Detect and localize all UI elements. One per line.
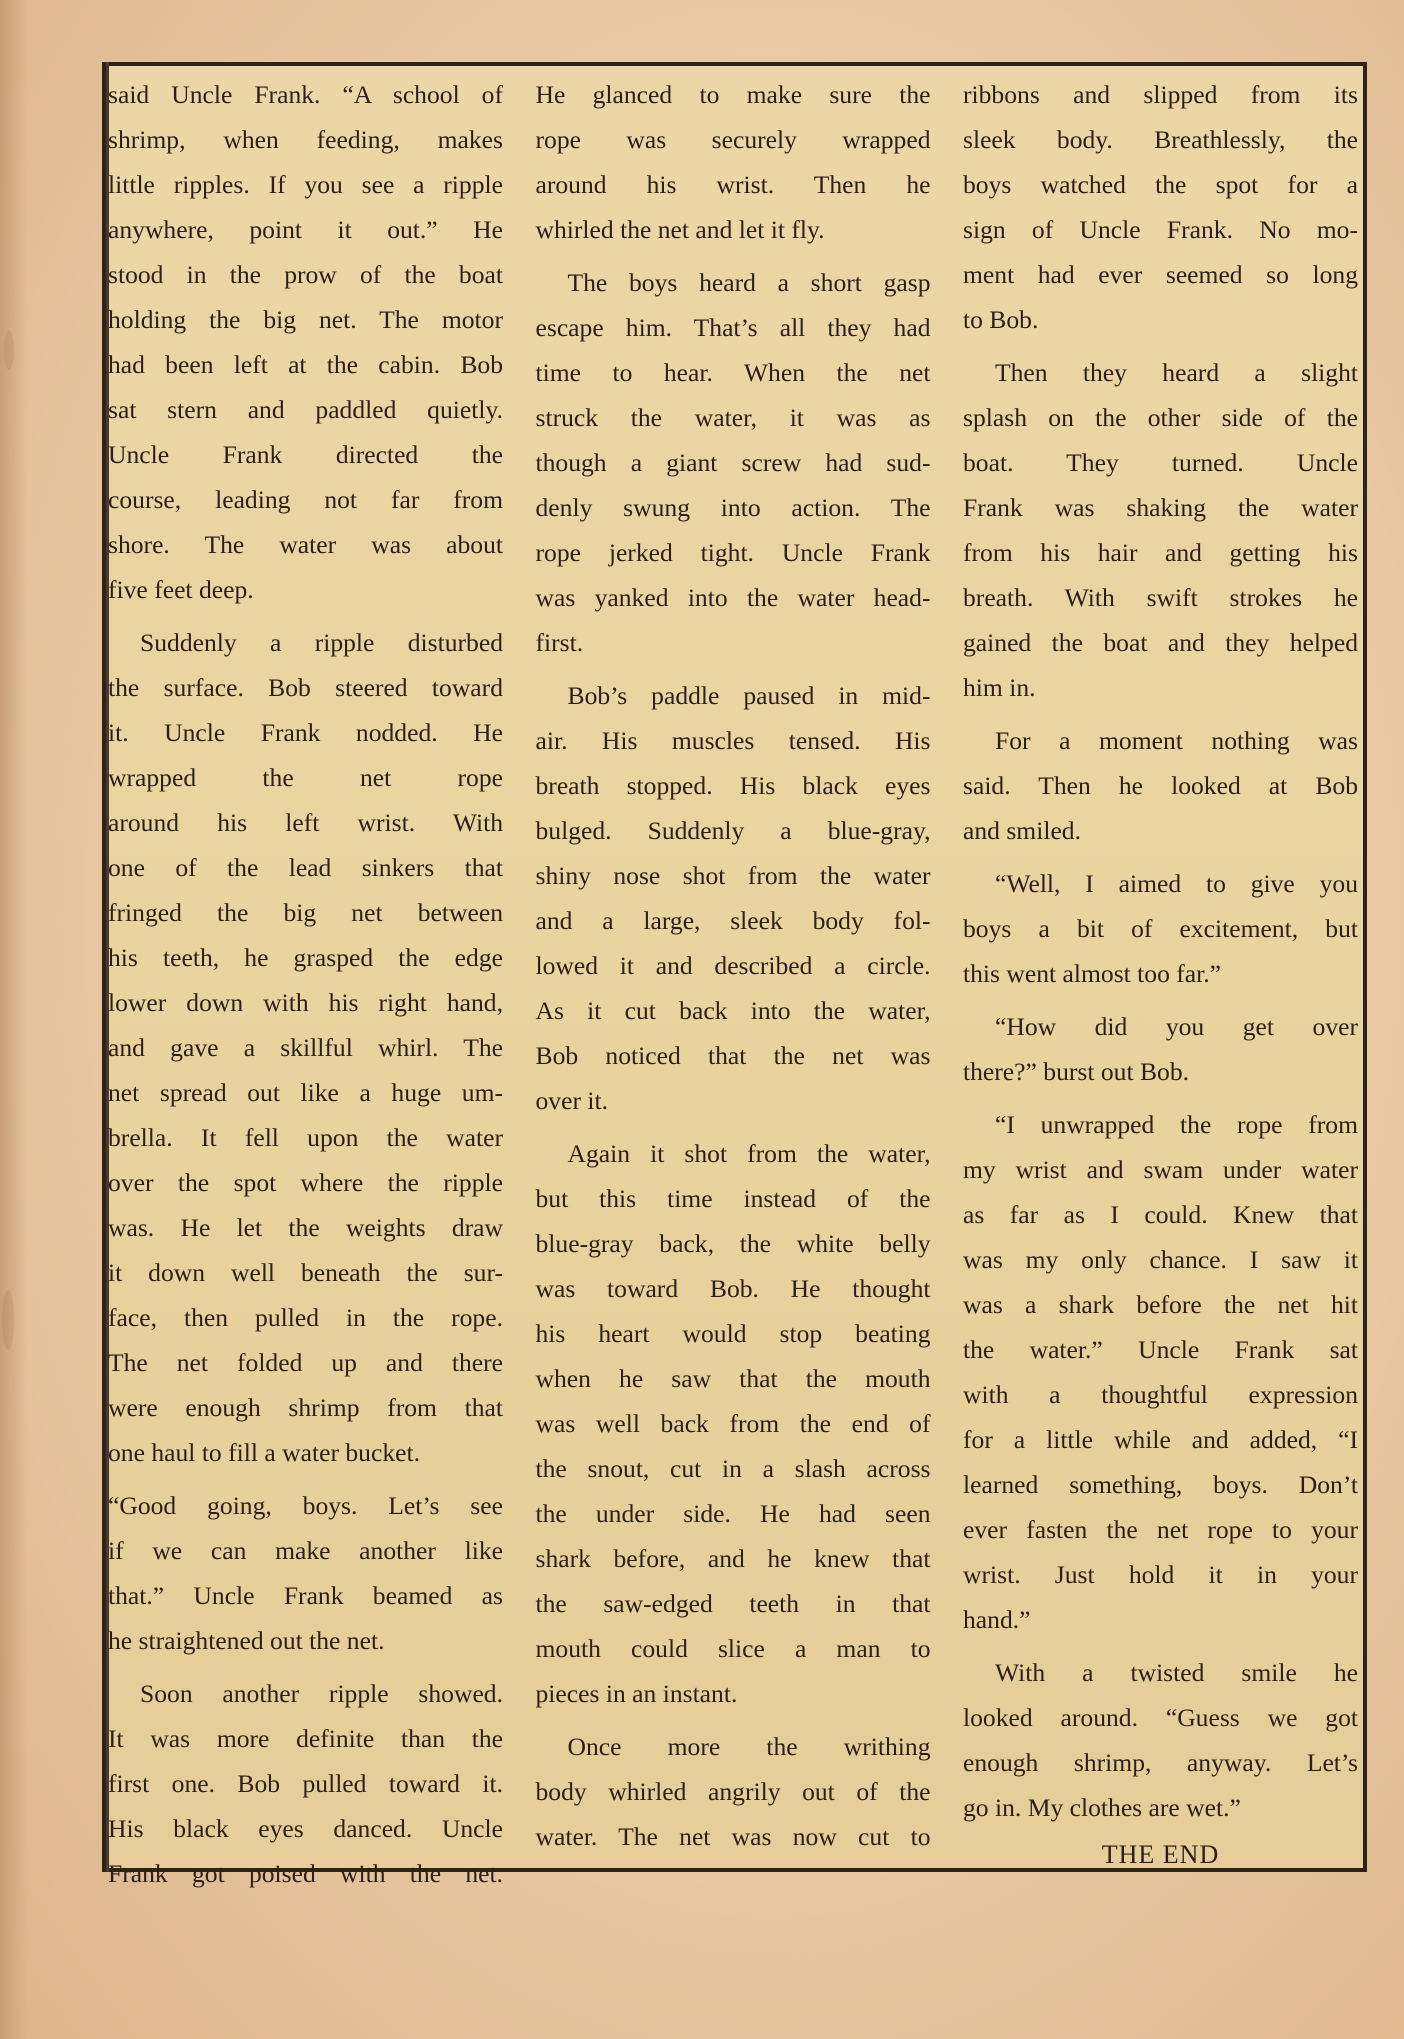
paragraph-gap — [536, 1716, 931, 1724]
paper-stain — [2, 1290, 14, 1350]
text-line: He glanced to make sure the — [535, 80, 931, 109]
text-line: one haul to fill a water bucket. — [108, 1438, 420, 1467]
text-line: sat stern and paddled quietly. — [108, 395, 503, 424]
text-line: denly swung into action. The — [535, 493, 931, 522]
text-line: from his hair and getting his — [963, 538, 1358, 567]
text-line: whirled the net and let it fly. — [535, 215, 825, 244]
text-line: first one. Bob pulled toward it. — [108, 1769, 503, 1798]
paragraph-gap — [963, 1642, 1358, 1650]
text-line: time to hear. When the net — [535, 358, 931, 387]
text-line: Bob noticed that the net was — [535, 1041, 931, 1070]
text-line: holding the big net. The motor — [108, 305, 503, 334]
text-line: around his left wrist. With — [108, 808, 503, 837]
text-line: over it. — [535, 1086, 608, 1115]
text-line: my wrist and swam under water — [963, 1155, 1358, 1184]
text-line: “I unwrapped the rope from — [995, 1110, 1358, 1139]
text-line: wrist. Just hold it in your — [963, 1560, 1358, 1589]
text-line: face, then pulled in the rope. — [108, 1303, 503, 1332]
text-line: go in. My clothes are wet.” — [963, 1793, 1241, 1822]
paragraph-gap — [963, 342, 1358, 350]
text-line: his heart would stop beating — [535, 1319, 931, 1348]
text-line: with a thoughtful expression — [963, 1380, 1358, 1409]
text-line: said Uncle Frank. “A school of — [108, 80, 503, 109]
text-line: and gave a skillful whirl. The — [108, 1033, 503, 1062]
text-line: The net folded up and there — [108, 1348, 503, 1377]
text-line: had been left at the cabin. Bob — [108, 350, 503, 379]
text-line: lowed it and described a circle. — [535, 951, 931, 980]
text-line: rope jerked tight. Uncle Frank — [535, 538, 931, 567]
text-line: one of the lead sinkers that — [108, 853, 503, 882]
text-line: “Good going, boys. Let’s see — [108, 1491, 503, 1520]
text-line: Suddenly a ripple disturbed — [140, 628, 503, 657]
text-line: and smiled. — [963, 816, 1081, 845]
text-line: it down well beneath the sur- — [108, 1258, 503, 1287]
text-line: shark before, and he knew that — [535, 1544, 931, 1573]
text-line: when he saw that the mouth — [535, 1364, 931, 1393]
text-line: gained the boat and they helped — [963, 628, 1358, 657]
text-line: lower down with his right hand, — [108, 988, 503, 1017]
text-line: five feet deep. — [108, 575, 254, 604]
paragraph-gap — [963, 1094, 1358, 1102]
text-line: learned something, boys. Don’t — [963, 1470, 1358, 1499]
paragraph-gap — [963, 853, 1358, 861]
text-line: With a twisted smile he — [995, 1658, 1358, 1687]
text-line: course, leading not far from — [108, 485, 503, 514]
text-line: rope was securely wrapped — [535, 125, 931, 154]
text-line: mouth could slice a man to — [535, 1634, 931, 1663]
text-line: over the spot where the ripple — [108, 1168, 503, 1197]
text-line: looked around. “Guess we got — [963, 1703, 1358, 1732]
text-line: “Well, I aimed to give you — [995, 869, 1358, 898]
text-line: stood in the prow of the boat — [108, 260, 503, 289]
text-line: Frank was shaking the water — [963, 493, 1358, 522]
text-line: shrimp, when feeding, makes — [108, 125, 503, 154]
text-line: Uncle Frank directed the — [108, 440, 503, 469]
text-line: hand.” — [963, 1605, 1031, 1634]
paper-stain — [4, 330, 14, 370]
paragraph-gap — [963, 710, 1358, 718]
text-line: the saw-edged teeth in that — [535, 1589, 931, 1618]
text-line: for a little while and added, “I — [963, 1425, 1358, 1454]
text-line: was well back from the end of — [535, 1409, 931, 1438]
text-line: escape him. That’s all they had — [535, 313, 931, 342]
text-line: blue-gray back, the white belly — [535, 1229, 931, 1258]
text-line: it. Uncle Frank nodded. He — [108, 718, 503, 747]
text-line: struck the water, it was as — [535, 403, 931, 432]
page-spine-shadow — [0, 0, 28, 2039]
text-line: The boys heard a short gasp — [567, 268, 931, 297]
text-line: that.” Uncle Frank beamed as — [108, 1581, 503, 1610]
text-line: brella. It fell upon the water — [108, 1123, 503, 1152]
paragraph-gap — [536, 1123, 931, 1131]
text-line: boys a bit of excitement, but — [963, 914, 1358, 943]
text-line: breath stopped. His black eyes — [535, 771, 931, 800]
paragraph-gap — [536, 665, 931, 673]
text-line: breath. With swift strokes he — [963, 583, 1358, 612]
text-line: him in. — [963, 673, 1036, 702]
text-line: fringed the big net between — [108, 898, 503, 927]
text-line: to Bob. — [963, 305, 1039, 334]
text-line: said. Then he looked at Bob — [963, 771, 1358, 800]
text-line: as far as I could. Knew that — [963, 1200, 1358, 1229]
text-line: was. He let the weights draw — [108, 1213, 503, 1242]
text-line: the under side. He had seen — [535, 1499, 931, 1528]
text-line: Bob’s paddle paused in mid- — [567, 681, 931, 710]
text-line: this went almost too far.” — [963, 959, 1222, 988]
text-line: Frank got poised with the net. — [108, 1859, 503, 1888]
text-line: His black eyes danced. Uncle — [108, 1814, 503, 1843]
text-line: Soon another ripple showed. — [140, 1679, 503, 1708]
text-line: air. His muscles tensed. His — [535, 726, 931, 755]
text-line: were enough shrimp from that — [108, 1393, 503, 1422]
text-line: boat. They turned. Uncle — [963, 448, 1358, 477]
text-line: was my only chance. I saw it — [963, 1245, 1358, 1274]
story-columns — [108, 72, 1360, 1888]
text-line: As it cut back into the water, — [535, 996, 931, 1025]
text-line: there?” burst out Bob. — [963, 1057, 1190, 1086]
text-line: wrapped the net rope — [108, 763, 503, 792]
story-column-3 — [963, 72, 1360, 1869]
text-line: body whirled angrily out of the — [535, 1777, 931, 1806]
text-line: For a moment nothing was — [995, 726, 1358, 755]
text-line: bulged. Suddenly a blue-gray, — [535, 816, 931, 845]
text-line: if we can make another like — [108, 1536, 503, 1565]
text-line: little ripples. If you see a ripple — [108, 170, 503, 199]
text-line: but this time instead of the — [535, 1184, 931, 1213]
text-line: his teeth, he grasped the edge — [108, 943, 503, 972]
paragraph-gap — [108, 1663, 503, 1671]
text-line: boys watched the spot for a — [963, 170, 1358, 199]
text-line: anywhere, point it out.” He — [108, 215, 503, 244]
text-line: It was more definite than the — [108, 1724, 503, 1753]
text-line: the surface. Bob steered toward — [108, 673, 503, 702]
text-line: sleek body. Breathlessly, the — [963, 125, 1358, 154]
text-line: ribbons and slipped from its — [963, 80, 1358, 109]
text-line: “How did you get over — [995, 1012, 1358, 1041]
text-line: ever fasten the net rope to your — [963, 1515, 1358, 1544]
text-line: shore. The water was about — [108, 530, 503, 559]
text-line: was yanked into the water head- — [535, 583, 931, 612]
text-line: was a shark before the net hit — [963, 1290, 1358, 1319]
text-line: Once more the writhing — [567, 1732, 931, 1761]
text-line: though a giant screw had sud- — [535, 448, 931, 477]
text-line: Then they heard a slight — [995, 358, 1358, 387]
story-ending: THE END — [1101, 1840, 1220, 1869]
text-line: around his wrist. Then he — [535, 170, 931, 199]
text-line: splash on the other side of the — [963, 403, 1358, 432]
paragraph-gap — [536, 252, 931, 260]
text-line: water. The net was now cut to — [535, 1822, 931, 1851]
text-line: Again it shot from the water, — [567, 1139, 931, 1168]
paragraph-gap — [108, 612, 503, 620]
text-line: first. — [535, 628, 584, 657]
text-line: and a large, sleek body fol- — [535, 906, 931, 935]
text-line: enough shrimp, anyway. Let’s — [963, 1748, 1358, 1777]
paragraph-gap — [108, 1475, 503, 1483]
text-line: ment had ever seemed so long — [963, 260, 1358, 289]
text-line: he straightened out the net. — [108, 1626, 385, 1655]
text-line: shiny nose shot from the water — [535, 861, 931, 890]
paragraph-gap — [963, 996, 1358, 1004]
text-line: the water.” Uncle Frank sat — [963, 1335, 1358, 1364]
story-column-2 — [536, 72, 933, 1862]
text-line: net spread out like a huge um- — [108, 1078, 503, 1107]
text-line: was toward Bob. He thought — [535, 1274, 931, 1303]
text-line: the snout, cut in a slash across — [535, 1454, 931, 1483]
text-line: pieces in an instant. — [535, 1679, 738, 1708]
text-line: sign of Uncle Frank. No mo- — [963, 215, 1358, 244]
story-column-1 — [108, 72, 505, 1888]
